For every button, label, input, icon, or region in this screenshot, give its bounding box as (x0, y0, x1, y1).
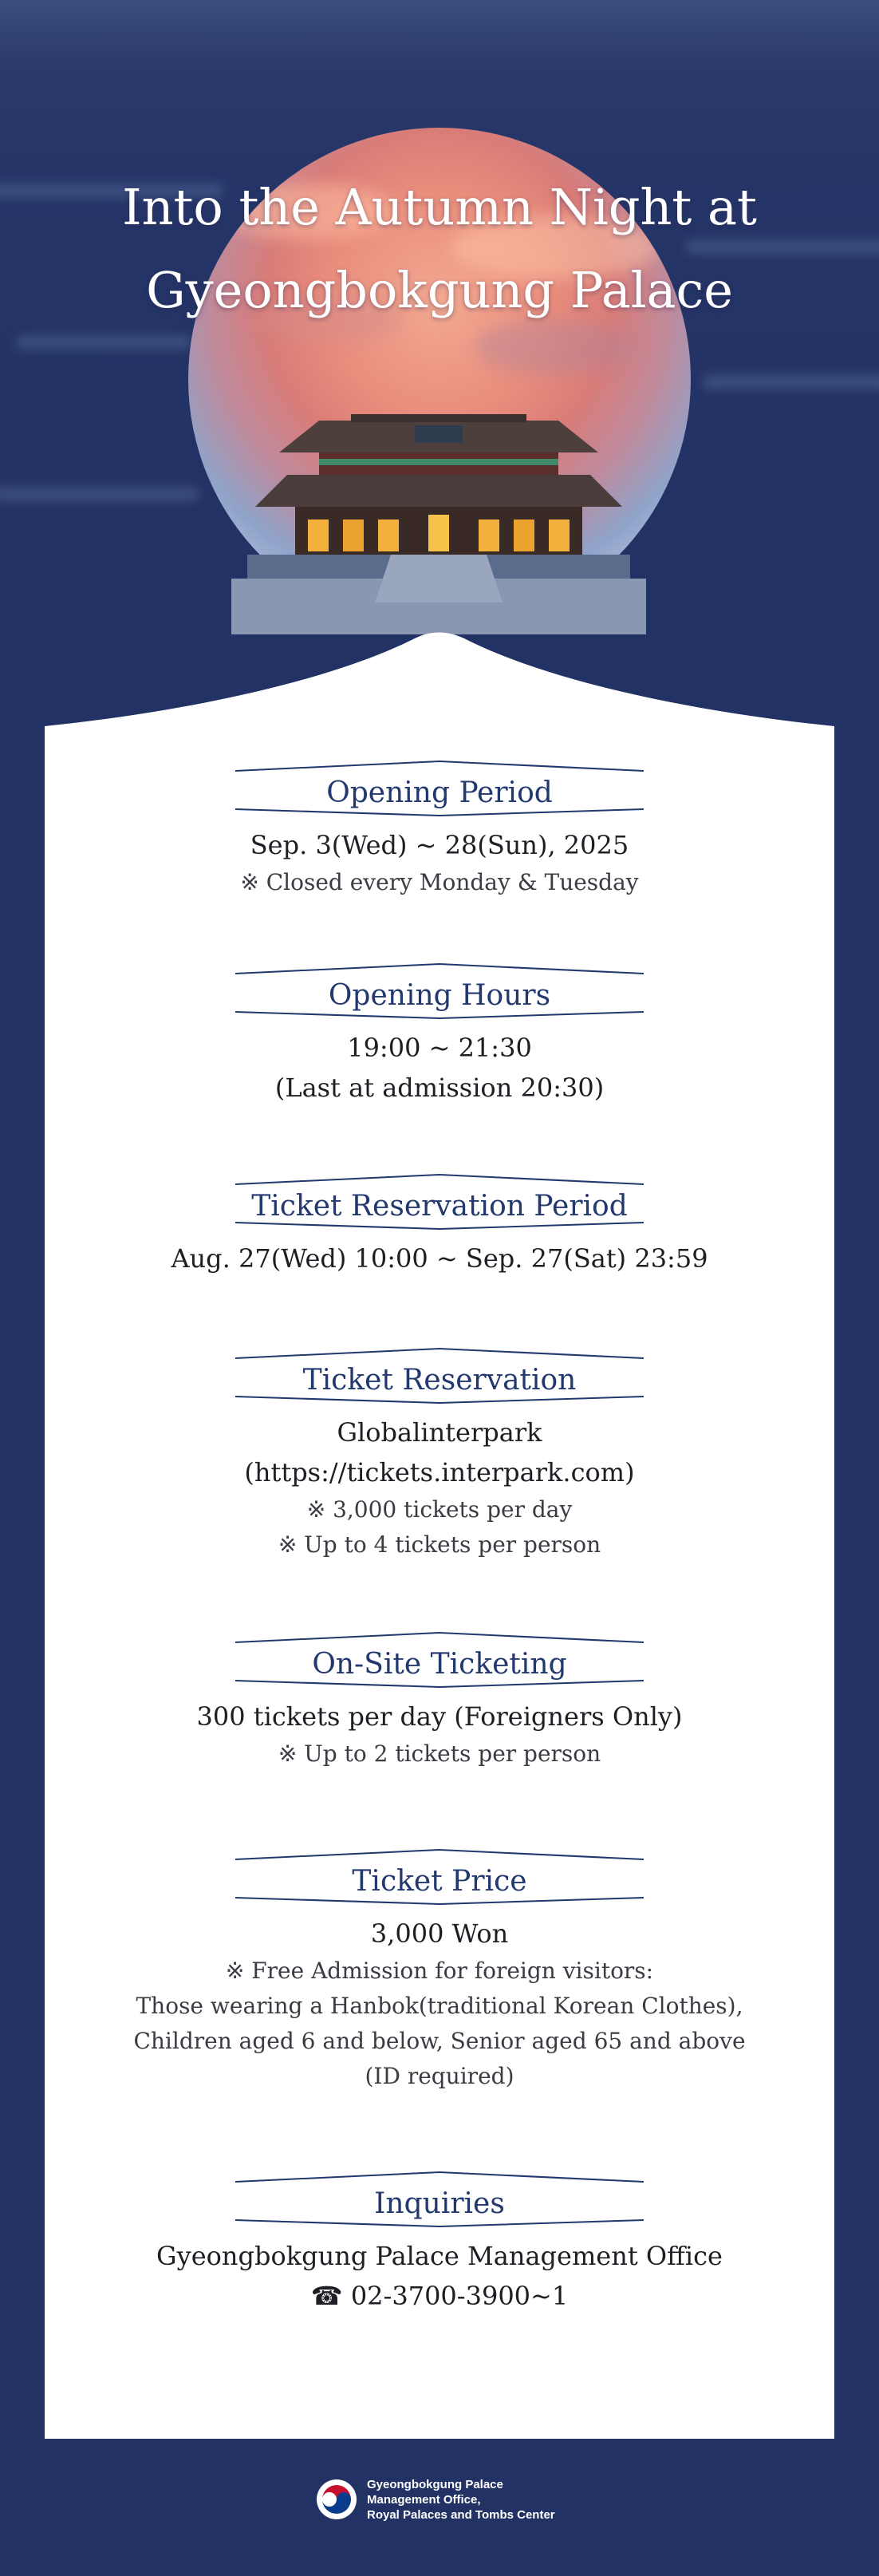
taegeuk-emblem-icon (316, 2479, 357, 2520)
section-line: ※ Free Admission for foreign visitors: (225, 1958, 654, 1984)
section-line: ※ Up to 2 tickets per person (278, 1740, 601, 1767)
section-line: ☎ 02-3700-3900~1 (310, 2281, 569, 2311)
section-line: Those wearing a Hanbok(traditional Korean Clothes), (136, 1993, 743, 2019)
section-title: Opening Period (326, 776, 553, 809)
title-line-2: Gyeongbokgung Palace (146, 261, 733, 319)
palace-illustration (231, 363, 646, 634)
section-title: On-Site Ticketing (312, 1648, 567, 1681)
section-line: ※ 3,000 tickets per day (306, 1496, 573, 1523)
section-line: Aug. 27(Wed) 10:00 ~ Sep. 27(Sat) 23:59 (171, 1243, 708, 1274)
section-title: Opening Hours (328, 979, 551, 1012)
section-line: 300 tickets per day (Foreigners Only) (196, 1701, 683, 1732)
section-line: Sep. 3(Wed) ~ 28(Sun), 2025 (250, 830, 629, 860)
section-line: Gyeongbokgung Palace Management Office (156, 2241, 723, 2271)
section-heading (235, 1848, 644, 1906)
section-line: Globalinterpark (337, 1417, 542, 1448)
section-heading (235, 1631, 644, 1689)
section-heading (235, 1173, 644, 1231)
info-section (0, 962, 879, 1108)
info-section (0, 1631, 879, 1772)
footer-line-2: Management Office, (367, 2492, 481, 2507)
section-line: ※ Up to 4 tickets per person (278, 1531, 601, 1558)
footer-credit (316, 2474, 555, 2525)
section-heading (235, 760, 644, 817)
section-title: Ticket Price (352, 1865, 527, 1898)
page-title (0, 166, 879, 332)
info-section (0, 1173, 879, 1278)
section-title: Ticket Reservation (302, 1364, 577, 1397)
section-line: ※ Closed every Monday & Tuesday (240, 869, 639, 895)
section-heading (235, 1347, 644, 1405)
info-section (0, 1347, 879, 1563)
hero-banner (0, 0, 879, 742)
section-line: 3,000 Won (370, 1918, 509, 1949)
section-line: 19:00 ~ 21:30 (347, 1033, 532, 1063)
section-line: Children aged 6 and below, Senior aged 65 and above (133, 2028, 746, 2054)
section-heading (235, 962, 644, 1020)
info-section (0, 1848, 879, 2094)
info-section (0, 760, 879, 900)
title-line-1: Into the Autumn Night at (122, 178, 757, 236)
footer-line-3: Royal Palaces and Tombs Center (367, 2507, 555, 2522)
section-title: Inquiries (374, 2187, 505, 2220)
section-title: Ticket Reservation Period (251, 1190, 628, 1223)
info-section (0, 2171, 879, 2316)
section-line: (ID required) (365, 2063, 514, 2089)
section-heading (235, 2171, 644, 2228)
section-line: (Last at admission 20:30) (274, 1073, 605, 1103)
section-line: (https://tickets.interpark.com) (244, 1457, 635, 1488)
wave-divider (0, 606, 879, 734)
footer-line-1: Gyeongbokgung Palace (367, 2477, 503, 2491)
